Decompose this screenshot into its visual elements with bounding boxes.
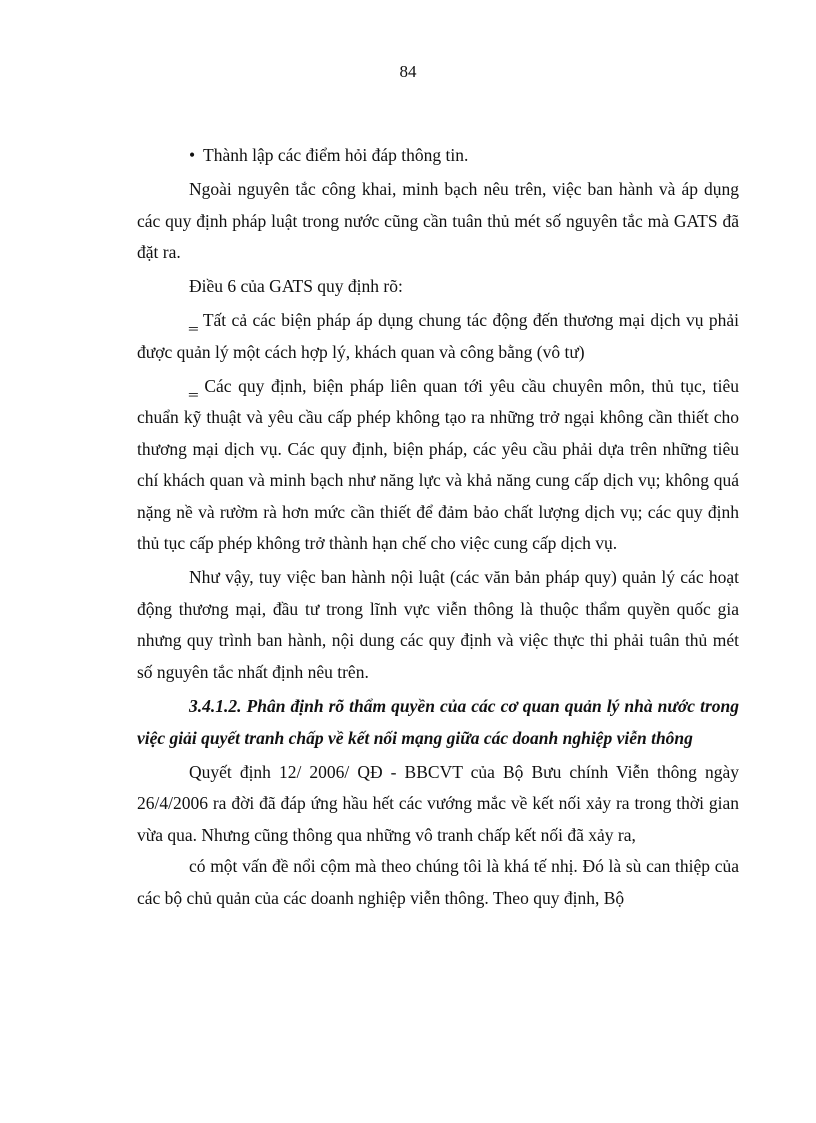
paragraph-decision-12: Quyết định 12/ 2006/ QĐ - BBCVT của Bộ Bưu chính Viễn thông ngày 26/4/2006 ra đời đã đáp ứng hầu hết các vướng mắc về kết nối xảy ra trong thời gian vừa qua. Nhưng cũng thông qua những vô tranh chấp kết nối đã xảy ra,: [137, 761, 739, 845]
paragraph-requirements: ‗ Các quy định, biện pháp liên quan tới yêu cầu chuyên môn, thủ tục, tiêu chuẩn kỹ thuật và yêu cầu cấp phép không tạo ra những trở ngại không cần thiết cho thương mại dịch vụ. Các quy định, biện pháp, các yêu cầu phải dựa trên những tiêu chí khách quan và minh bạch như năng lực và khả năng cung cấp dịch vụ; không quá nặng nề và rườm rà hơn mức cần thiết để đảm bảo chất lượng dịch vụ; các quy định thủ tục cấp phép không trở thành hạn chế cho việc cung cấp dịch vụ.: [137, 375, 739, 554]
page-number: 84: [399, 62, 417, 81]
section-heading: 3.4.1.2. Phân định rõ thẩm quyền của các cơ quan quản lý nhà nước trong việc giải quyết tranh chấp về kết nối mạng giữa các doanh nghiệp viễn thông: [137, 696, 739, 748]
document-body: [137, 140, 739, 917]
paragraph-article-6: Điều 6 của GATS quy định rõ:: [189, 276, 403, 297]
paragraph-principles: Ngoài nguyên tắc công khai, minh bạch nêu trên, việc ban hành và áp dụng các quy định pháp luật trong nước cũng cần tuân thủ mét số nguyên tắc mà GATS đã đặt ra.: [137, 179, 739, 263]
bullet-item: [137, 140, 739, 172]
paragraph-ministry-intervention: có một vấn đề nổi cộm mà theo chúng tôi là khá tế nhị. Đó là sù can thiệp của các bộ chủ quản của các doanh nghiệp viễn thông. Theo quy định, Bộ: [137, 856, 739, 908]
bullet-icon: •: [189, 145, 196, 165]
paragraph-general-measures: ‗ Tất cả các biện pháp áp dụng chung tác động đến thương mại dịch vụ phải được quản lý một cách hợp lý, khách quan và công bằng (vô tư): [137, 310, 739, 362]
bullet-text: Thành lập các điểm hỏi đáp thông tin.: [203, 145, 469, 165]
paragraph-domestic-law: Như vậy, tuy việc ban hành nội luật (các văn bản pháp quy) quản lý các hoạt động thương mại, đầu tư trong lĩnh vực viễn thông là thuộc thẩm quyền quốc gia nhưng quy trình ban hành, nội dung các quy định và việc thực thi phải tuân thủ mét số nguyên tắc nhất định nêu trên.: [137, 567, 739, 682]
